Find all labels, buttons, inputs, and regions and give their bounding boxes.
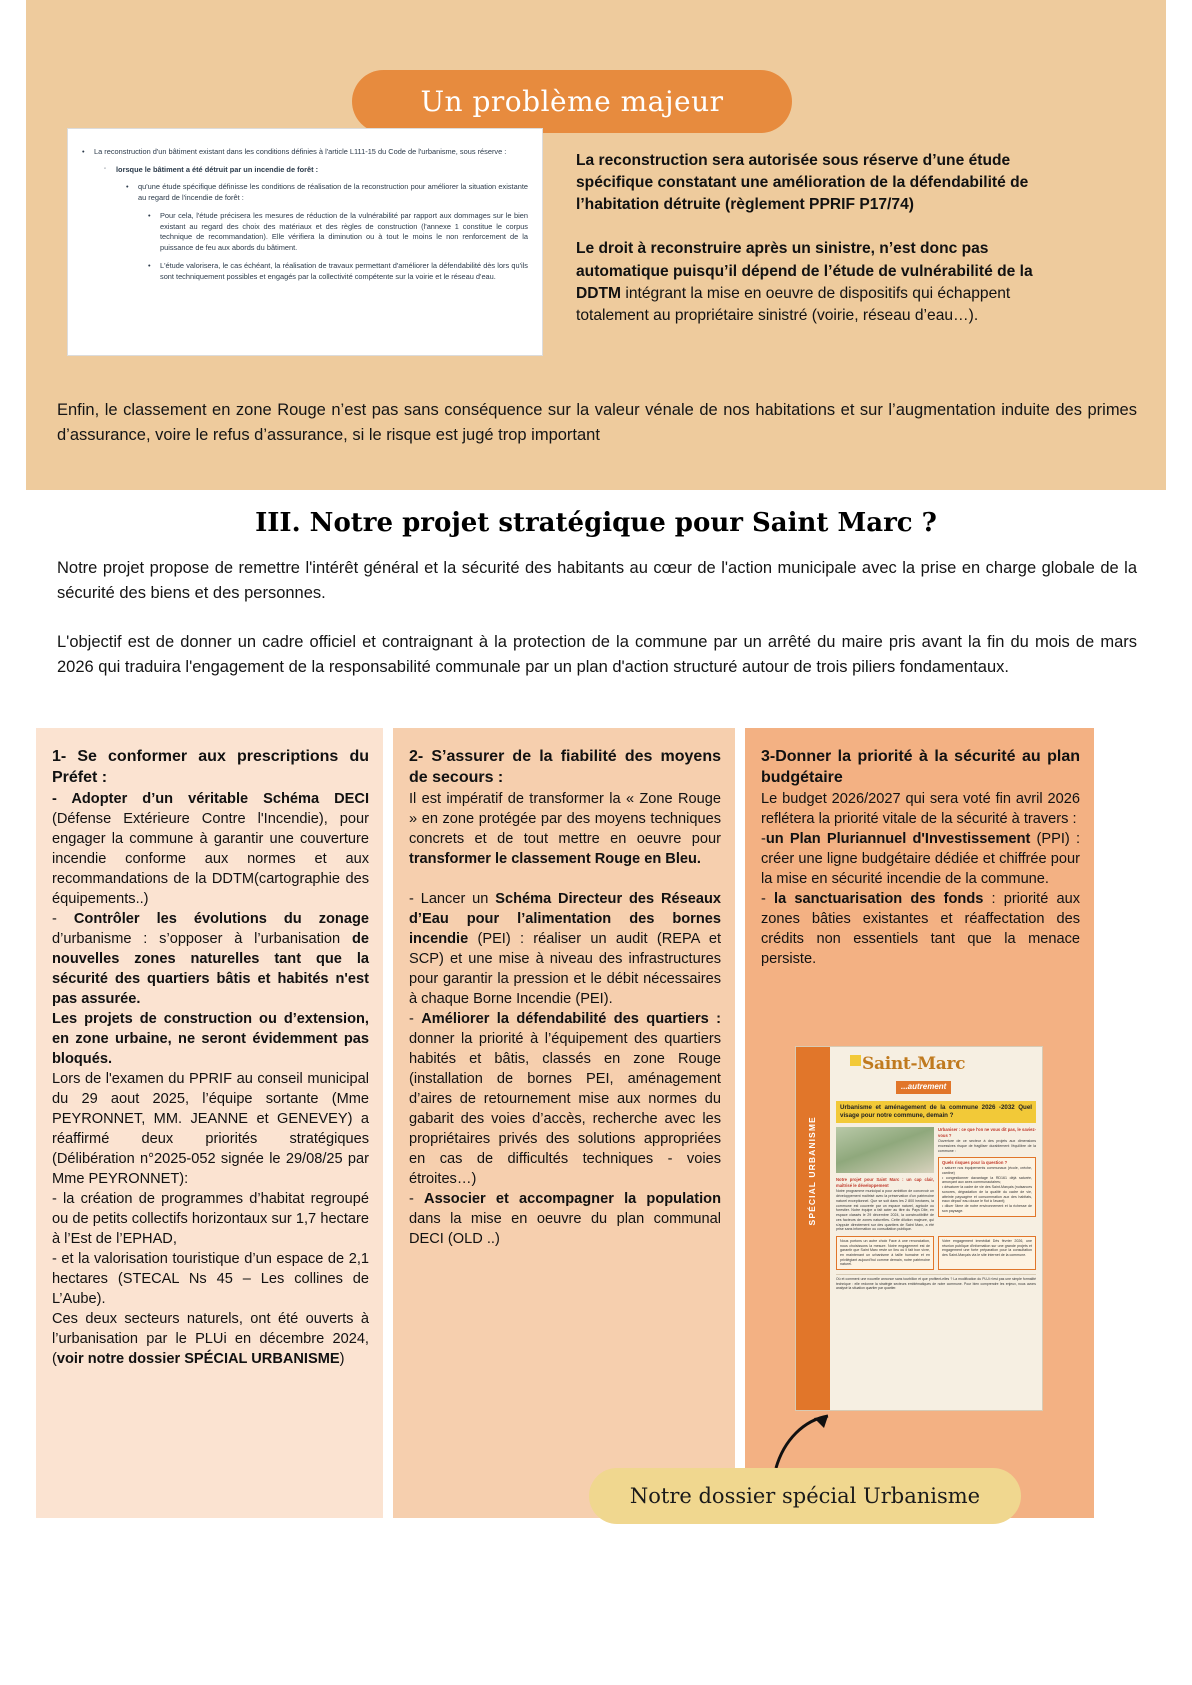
pillar-2-body: Il est impératif de transformer la « Zone Rouge » en zone protégée par des moyens techniques concrets et de tout mettre en oeuvre pour transformer le classement Rouge en Bleu. - Lancer un Schéma Directeur des Réseaux d’Eau pour l’alimentation des bornes incendie (PEI) : réaliser un audit (REPA et SCP) et une mise à niveau des infrastructures pour garantir la pression et le débit nécessaires à chaque Borne Incendie (PEI). - Améliorer la défendabilité des quartiers : donner la priorité à l’équipement des quartiers habités et bâtis, classés en zone Rouge (installation de bornes PEI, aménagement d’aires de retournement mise aux normes du gabarit des voies d’accès, recherche avec les propriétaires privés des solutions appropriées en cas de difficultés techniques - voies étroites…) - Associer et accompagner la population dans la mise en oeuvre du plan communal DECI (OLD ..): [409, 791, 721, 1247]
thumbnail-box-left: [836, 1236, 934, 1270]
pillar-2-heading: 2- S’assurer de la fiabilité des moyens de secours :: [409, 748, 721, 787]
regulation-document-excerpt: [67, 128, 543, 356]
excerpt-bullet-text: La reconstruction d'un bâtiment existant dans les conditions définies à l'article L111-15 du Code de l'urbanisme, sous réserve :: [94, 147, 507, 156]
excerpt-bullet-item: [82, 147, 528, 158]
pillar-1-heading: 1- Se conformer aux prescriptions du Préfet :: [52, 748, 369, 787]
thumbnail-col-b-heading2: Quels risques pour la question ?: [942, 1159, 1008, 1165]
thumbnail-footer-text: Où et comment une nouvelle annonce sans tourbillon et que profitent-elles ? La modification du PLUi n'est pas une simple formalité technique : elle redonne la stratégie secteurs emblématiques de notre commune. Pour bien comprendre les enjeux, nous avons analysé la situation quartier par quartier.: [836, 1274, 1036, 1290]
bullet-icon: ◦: [104, 165, 107, 172]
thumbnail-bullets: • saturer nos équipements communaux (école, crèche, cantine) • congestionner davantage la RD161 déjà saturée, amorçant aux axes communautaires; • désaturer la cadre de vie des Saint-Marçais (nuisances sonores, dégradation de la qualité du cadre de vie, atteinte paysagère et consommation aux des habitats, eaux dépad' eau douce le flot à l'avant); • diluer l'âme de notre environnement et la richesse de son paysage.: [942, 1166, 1032, 1213]
bullet-icon: •: [148, 210, 151, 220]
thumbnail-side-band: [796, 1047, 830, 1410]
special-urbanism-callout[interactable]: [589, 1468, 1021, 1524]
excerpt-bullet-item: [148, 211, 528, 254]
thumbnail-logo-sub: ...autrement: [896, 1081, 951, 1094]
curved-arrow-icon: [770, 1410, 840, 1472]
three-pillars: [36, 728, 1156, 1518]
bullet-icon: •: [148, 260, 151, 270]
pillar-column-3: [745, 728, 1094, 1518]
thumbnail-col-a-heading: Notre projet pour Saint Marc : un cap clair, maîtrisé le développement: [836, 1177, 934, 1188]
problem-title-pill: [352, 70, 792, 133]
thumbnail-logo-text: Saint-Marc: [862, 1054, 966, 1074]
excerpt-bullet-item: [126, 182, 528, 203]
pillar-3-body: Le budget 2026/2027 qui sera voté fin avril 2026 reflétera la priorité vitale de la sécurité à travers : -un Plan Pluriannuel d'Investissement (PPI) : créer une ligne budgétaire dédiée et chiffrée pour la mise en sécurité incendie de la commune. - la sanctuarisation des fonds : priorité aux zones bâties existantes et réaffectation des crédits non essentiels tant que la menace persiste.: [761, 791, 1081, 968]
pillar-1-body: - Adopter d’un véritable Schéma DECI (Défense Extérieure Contre l'Incendie), pour engager la commune à garantir une couverture incendie conforme aux normes et aux recommandations de la DDTM(cartographie des équipements..) - Contrôler les évolutions du zonage d’urbanisme : s’opposer à l’urbanisation de nouvelles zones naturelles tant que la sécurité des quartiers bâtis et habités n'est pas assurée. Les projets de construction ou d’extension, en zone urbaine, ne seront évidemment pas bloqués. Lors de l'examen du PPRIF au conseil municipal du 29 aout 2025, l’équipe sortante (Mme PEYRONNET, MM. JEANNE et GENEVEY) a réaffirmé deux priorités stratégiques (Délibération n°2025-052 signée le 29/08/25 par Mme PEYRONNET): - la création de programmes d’habitat regroupé ou de petits collectifs horizontaux sur 1,7 hectare à l’Est de l’EPHAD, - et la valorisation touristique d’un espace de 2,1 hectares (STECAL Ns 45 – Les collines de L’Aube). Ces deux secteurs naturels, ont été ouverts à l’urbanisation par le PLUi en décembre 2024, (voir notre dossier SPÉCIAL URBANISME): [52, 791, 369, 1367]
bullet-icon: •: [126, 182, 129, 192]
thumbnail-box-right-text: Dès février 2026, une réunion publique d'information sur une grande projets et engagement une forte préparation pour la consultation des Saint-Marçais via le site internet de la commune.: [942, 1239, 1032, 1258]
excerpt-bullet-text: Pour cela, l'étude précisera les mesures de réduction de la vulnérabilité par rapport aux dommages sur le bien existant au regard des choix des matériaux et des règles de construction (l'annexe 1 constitue le corpus technique de recommandation). Elle vérifiera la diminution ou à tout le moins le non renforcement de la puissance de feu aux abords du bâtiment.: [160, 210, 528, 253]
intro-paragraph-2: L'objectif est de donner un cadre officiel et contraignant à la protection de la commune par un arrêté du maire pris avant la fin du mois de mars 2026 qui traduira l'engagement de la responsabilité communale par un plan d'action structuré autour de trois piliers fondamentaux.: [57, 633, 1137, 677]
pillar-column-2: [393, 728, 735, 1518]
thumbnail-risk-box: [938, 1157, 1036, 1217]
thumbnail-banner: Urbanisme et aménagement de la commune 2026 -2032 Quel visage pour notre commune, demain ?: [836, 1101, 1036, 1123]
thumbnail-col-b: [938, 1127, 1036, 1232]
problem-title-text: Un problème majeur: [420, 85, 724, 118]
page-title: III. Notre projet stratégique pour Saint Marc ?: [255, 508, 937, 538]
thumbnail-col-a: [836, 1127, 934, 1232]
thumbnail-photo: [836, 1127, 934, 1173]
commentary-paragraph-1: La reconstruction sera autorisée sous réserve d’une étude spécifique constatant une amélioration de la défendabilité de l’habitation détruite (règlement PPRIF P17/74): [576, 152, 1029, 214]
thumbnail-body: [830, 1047, 1042, 1410]
closing-sentence: Enfin, le classement en zone Rouge n’est pas sans conséquence sur la valeur vénale de nos habitations et sur l’augmentation induite des primes d’assurance, voire le refus d’assurance, si le risque est jugé trop important: [57, 401, 1137, 444]
thumbnail-box-right: [938, 1236, 1036, 1270]
thumbnail-col-b-text: Ouverture de ce secteur à des projets aux dimensions excessives risque de fragiliser durablement l'équilibre de la commune :: [938, 1139, 1036, 1153]
thumbnail-box-left-heading: Nous portons un autre choix: [840, 1239, 888, 1244]
thumbnail-footer-boxes: [836, 1236, 1036, 1270]
thumbnail-box-right-heading: Votre engagement immédiat: [942, 1239, 991, 1244]
excerpt-bullet-text: lorsque le bâtiment a été détruit par un incendie de forêt :: [116, 164, 319, 174]
excerpt-bullet-item: [104, 165, 528, 176]
excerpt-bullet-item: [148, 261, 528, 282]
intro-paragraph-1: Notre projet propose de remettre l'intérêt général et la sécurité des habitants au cœur de l'action municipale avec la prise en charge globale de la sécurité des biens et des personnes.: [57, 559, 1137, 603]
thumbnail-col-a-text: Notre programme municipal a pour ambition de concevoir un développement maîtrisé avec la préservation d'un patrimoine naturel exceptionnel. Que se soit dans les 2 800 hectares, la commune est couverte par un espace naturel, agricole ou forestier. Notre équipe a fait acter au titre du Pays Dile, en espace classés le 29 décembre 2024, la constructibilité de ces facteurs de zones naturelles. Cette dilution majeure, qui s'appuie directement sur des quartiers de Saint Marc, a été prise sans information ou consultation publique.: [836, 1189, 934, 1232]
commentary-paragraph-2: Le droit à reconstruire après un sinistre, n’est donc pas automatique puisqu’il dépend de l’étude de vulnérabilité de la DDTM intégrant la mise en oeuvre de dispositifs qui échappent totalement au propriétaire sinistré (voirie, réseau d’eau…).: [576, 240, 1033, 324]
thumbnail-columns: [836, 1127, 1036, 1232]
yellow-square-icon: [850, 1055, 861, 1066]
special-urbanism-callout-text: Notre dossier spécial Urbanisme: [629, 1484, 981, 1508]
bullet-icon: •: [82, 147, 85, 156]
pillar-3-heading: 3-Donner la priorité à la sécurité au plan budgétaire: [761, 748, 1080, 787]
pillar-column-1: [36, 728, 383, 1518]
thumbnail-logo: [862, 1053, 1036, 1076]
thumbnail-box-left-text: Face à une renonciation, nous choisissons la mesure. Notre engagement est de garantir que Saint Marc reste un lieu où il fait bon vivre, en maintenant un urbanisme à taille humaine et en privilégiant aujourd'hui comme demain, notre patrimoine naturel.: [840, 1239, 931, 1267]
reconstruction-commentary: [576, 150, 1076, 349]
thumbnail-col-b-heading: Urbaniser : ce que l'on ne vous dit pas, le saviez-vous ?: [938, 1127, 1036, 1138]
thumbnail-side-label: SPÉCIAL URBANISME: [807, 1116, 818, 1226]
newsletter-thumbnail[interactable]: [795, 1046, 1043, 1411]
excerpt-bullet-text: qu'une étude spécifique définisse les conditions de réalisation de la reconstruction pour améliorer la situation existante au regard de l'incendie de forêt :: [138, 182, 528, 203]
excerpt-bullet-text: L'étude valorisera, le cas échéant, la réalisation de travaux permettant d'améliorer la défendabilité dès lors qu'ils sont techniquement possibles et engagés par la collectivité compétente sur la voirie et le réseau d'eau.: [160, 260, 528, 281]
